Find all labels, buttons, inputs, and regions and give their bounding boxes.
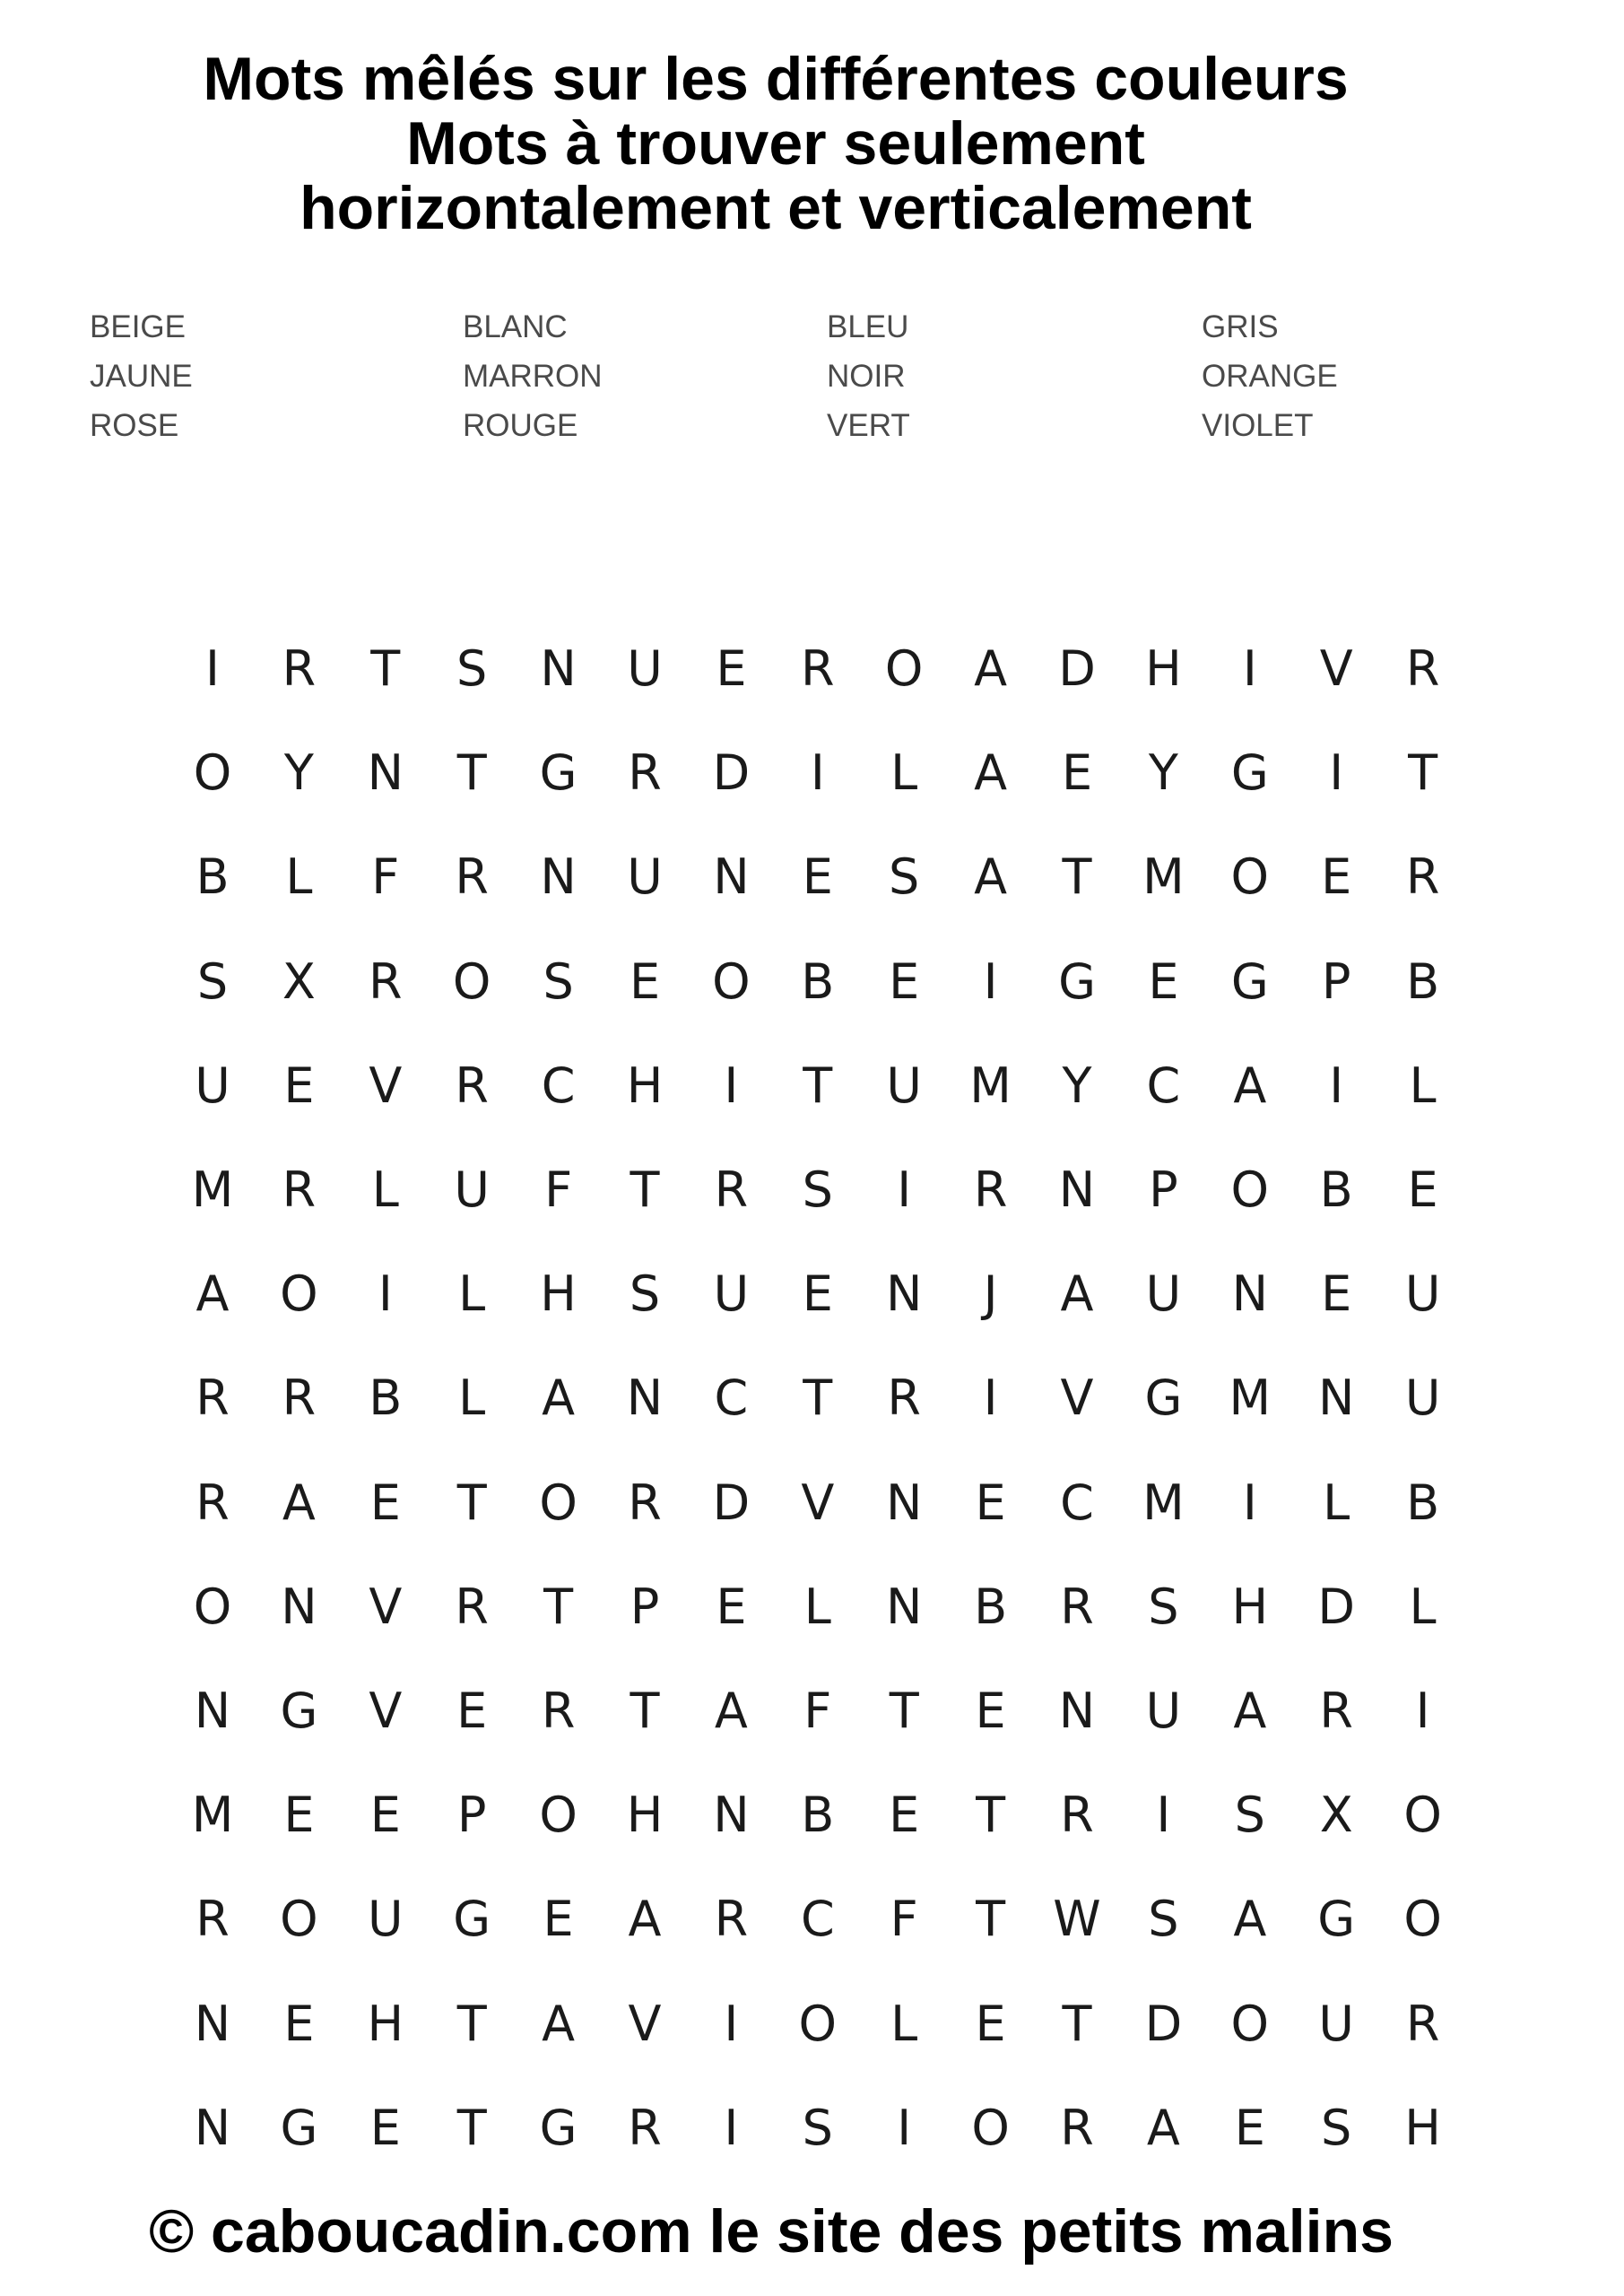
word-list-item: BEIGE [90, 309, 186, 344]
grid-letter: I [983, 952, 998, 1010]
grid-letter: M [969, 1057, 1012, 1114]
grid-letter: P [630, 1578, 660, 1635]
grid-letter: E [889, 952, 920, 1010]
grid-letter: C [800, 1891, 835, 1948]
grid-letter: O [1230, 848, 1270, 906]
grid-letter: E [1407, 1161, 1438, 1218]
grid-letter: R [369, 952, 403, 1010]
grid-letter: G [280, 1683, 318, 1739]
grid-letter: E [283, 1787, 315, 1844]
grid-letter: T [803, 1057, 833, 1114]
grid-letter: E [283, 1057, 315, 1114]
grid-letter: T [630, 1683, 660, 1739]
word-list-item: ROSE [90, 408, 179, 443]
grid-letter: N [626, 1370, 664, 1427]
grid-letter: S [629, 1265, 661, 1323]
grid-letter: E [283, 1995, 315, 2052]
grid-letter: L [803, 1578, 831, 1635]
grid-letter: S [889, 848, 920, 906]
grid-letter: O [280, 1265, 318, 1323]
grid-letter: O [884, 640, 924, 697]
grid-letter: F [544, 1161, 573, 1218]
grid-letter: V [369, 1057, 403, 1114]
grid-letter: P [1149, 1161, 1178, 1218]
grid-letter: B [974, 1578, 1008, 1635]
grid-letter: N [194, 1995, 231, 2052]
grid-letter: R [282, 1161, 317, 1218]
grid-letter: G [539, 2099, 578, 2156]
grid-letter: U [195, 1057, 230, 1114]
grid-letter: U [1145, 1265, 1182, 1323]
grid-letter: D [1058, 640, 1096, 697]
grid-letter: U [627, 640, 663, 697]
grid-letter: E [802, 848, 833, 906]
grid-letter: I [724, 1995, 739, 2052]
grid-letter: T [803, 1370, 833, 1427]
grid-letter: H [1404, 2099, 1441, 2156]
grid-letter: N [713, 1787, 750, 1844]
grid-letter: O [971, 2099, 1010, 2156]
footer-credit: © caboucadin.com le site des petits malins [149, 2197, 1394, 2266]
grid-letter: R [455, 1578, 489, 1635]
grid-letter: C [714, 1370, 749, 1427]
grid-letter: C [1060, 1474, 1094, 1531]
grid-letter: I [1329, 744, 1344, 802]
grid-letter: S [1148, 1891, 1179, 1948]
grid-letter: I [724, 1057, 739, 1114]
grid-letter: V [369, 1683, 403, 1739]
grid-letter: U [886, 1057, 922, 1114]
grid-letter: I [810, 744, 825, 802]
word-list-item: ORANGE [1202, 359, 1338, 394]
grid-letter: N [1231, 1265, 1268, 1323]
grid-letter: I [724, 2099, 739, 2156]
grid-letter: L [1409, 1057, 1437, 1114]
grid-letter: G [1058, 952, 1096, 1010]
grid-letter: A [282, 1474, 316, 1531]
grid-letter: N [367, 744, 404, 802]
grid-letter: E [716, 640, 747, 697]
grid-letter: R [455, 1057, 489, 1114]
grid-letter: B [1319, 1161, 1353, 1218]
grid-letter: E [456, 1683, 488, 1739]
grid-letter: E [629, 952, 661, 1010]
grid-letter: S [196, 952, 229, 1010]
grid-letter: I [1242, 1474, 1257, 1531]
word-list-item: MARRON [463, 359, 603, 394]
grid-letter: L [458, 1265, 486, 1323]
word-list-item: JAUNE [90, 359, 193, 394]
grid-letter: H [1145, 640, 1182, 697]
grid-letter: V [1060, 1370, 1094, 1427]
grid-letter: R [282, 1370, 317, 1427]
grid-letter: R [1405, 848, 1440, 906]
grid-letter: O [280, 1891, 318, 1948]
grid-letter: R [1060, 1787, 1094, 1844]
word-list-item: VERT [827, 408, 910, 443]
grid-letter: G [1230, 952, 1269, 1010]
grid-letter: V [1319, 640, 1353, 697]
grid-letter: L [285, 848, 313, 906]
grid-letter: R [887, 1370, 921, 1427]
grid-letter: E [369, 1474, 401, 1531]
grid-letter: B [801, 1787, 835, 1844]
grid-letter: L [1323, 1474, 1350, 1531]
grid-letter: N [281, 1578, 317, 1635]
grid-letter: N [1058, 1161, 1096, 1218]
grid-letter: U [1145, 1683, 1182, 1739]
word-list-item: ROUGE [463, 408, 578, 443]
grid-letter: T [456, 744, 487, 802]
grid-letter: I [897, 1161, 912, 1218]
grid-letter: I [1415, 1683, 1430, 1739]
grid-letter: I [1329, 1057, 1344, 1114]
grid-letter: O [193, 744, 232, 802]
grid-letter: O [539, 1787, 578, 1844]
grid-letter: R [801, 640, 835, 697]
grid-letter: R [628, 2099, 662, 2156]
grid-letter: H [1231, 1578, 1269, 1635]
grid-letter: T [889, 1683, 919, 1739]
grid-letter: S [802, 2099, 833, 2156]
grid-letter: P [1321, 952, 1351, 1010]
grid-letter: N [1317, 1370, 1355, 1427]
grid-letter: C [1146, 1057, 1181, 1114]
word-list-item: GRIS [1202, 309, 1279, 344]
title-line-1: Mots mêlés sur les différentes couleurs [203, 45, 1349, 113]
grid-letter: G [539, 744, 578, 802]
grid-letter: X [1319, 1787, 1353, 1844]
grid-letter: U [1404, 1370, 1441, 1427]
grid-letter: H [626, 1787, 664, 1844]
grid-letter: R [455, 848, 489, 906]
grid-letter: R [195, 1474, 230, 1531]
grid-letter: A [714, 1683, 748, 1739]
word-list-item: BLEU [827, 309, 909, 344]
grid-letter: A [628, 1891, 662, 1948]
grid-letter: N [540, 640, 577, 697]
grid-letter: T [630, 1161, 660, 1218]
grid-letter: A [195, 1265, 230, 1323]
grid-letter: X [282, 952, 316, 1010]
grid-letter: G [453, 1891, 491, 1948]
grid-letter: T [976, 1891, 1006, 1948]
grid-letter: A [1233, 1057, 1267, 1114]
grid-letter: L [890, 1995, 918, 2052]
grid-letter: E [802, 1265, 833, 1323]
grid-letter: R [714, 1161, 749, 1218]
grid-letter: N [713, 848, 750, 906]
grid-letter: O [1230, 1161, 1270, 1218]
grid-letter: H [540, 1265, 577, 1323]
word-list-item: BLANC [463, 309, 568, 344]
grid-letter: T [456, 1995, 487, 2052]
grid-letter: O [1230, 1995, 1270, 2052]
grid-letter: O [1403, 1891, 1442, 1948]
grid-letter: A [974, 744, 1008, 802]
grid-letter: E [1148, 952, 1179, 1010]
grid-letter: N [194, 1683, 231, 1739]
grid-letter: F [890, 1891, 918, 1948]
grid-letter: E [975, 1474, 1006, 1531]
grid-letter: I [897, 2099, 912, 2156]
grid-letter: P [456, 1787, 487, 1844]
grid-letter: N [885, 1578, 923, 1635]
grid-letter: T [456, 2099, 487, 2156]
grid-letter: U [713, 1265, 750, 1323]
grid-letter: I [205, 640, 220, 697]
grid-letter: N [1058, 1683, 1096, 1739]
grid-letter: R [195, 1370, 230, 1427]
grid-letter: E [1321, 848, 1352, 906]
grid-letter: N [540, 848, 577, 906]
grid-letter: D [712, 744, 751, 802]
grid-letter: B [1406, 1474, 1440, 1531]
grid-letter: R [282, 640, 317, 697]
grid-letter: A [542, 1995, 576, 2052]
grid-letter: S [1321, 2099, 1352, 2156]
grid-letter: N [885, 1265, 923, 1323]
title-line-2: Mots à trouver seulement [406, 109, 1145, 178]
grid-letter: E [1061, 744, 1093, 802]
grid-letter: Y [1062, 1057, 1092, 1114]
grid-letter: I [378, 1265, 393, 1323]
grid-letter: N [194, 2099, 231, 2156]
grid-letter: O [798, 1995, 838, 2052]
grid-letter: A [542, 1370, 576, 1427]
grid-letter: B [801, 952, 835, 1010]
grid-letter: E [975, 1683, 1006, 1739]
grid-letter: B [1406, 952, 1440, 1010]
grid-letter: O [1403, 1787, 1442, 1844]
grid-letter: Y [1148, 744, 1178, 802]
grid-letter: E [975, 1995, 1006, 2052]
grid-letter: O [712, 952, 751, 1010]
grid-letter: M [1142, 1474, 1185, 1531]
grid-letter: I [983, 1370, 998, 1427]
grid-letter: M [1229, 1370, 1272, 1427]
grid-letter: T [1062, 848, 1092, 906]
grid-letter: R [973, 1161, 1008, 1218]
grid-letter: M [191, 1161, 234, 1218]
grid-letter: F [371, 848, 400, 906]
grid-letter: O [193, 1578, 232, 1635]
grid-letter: E [889, 1787, 920, 1844]
grid-letter: S [1234, 1787, 1265, 1844]
grid-letter: S [456, 640, 488, 697]
grid-letter: Y [283, 744, 314, 802]
grid-letter: R [1319, 1683, 1353, 1739]
grid-letter: E [369, 1787, 401, 1844]
grid-letter: T [370, 640, 401, 697]
grid-letter: R [628, 744, 662, 802]
grid-letter: D [712, 1474, 751, 1531]
grid-letter: G [1144, 1370, 1183, 1427]
grid-letter: I [1156, 1787, 1171, 1844]
grid-letter: B [369, 1370, 403, 1427]
grid-letter: M [1142, 848, 1185, 906]
grid-letter: R [1060, 2099, 1094, 2156]
grid-letter: F [803, 1683, 832, 1739]
grid-letter: O [539, 1474, 578, 1531]
grid-letter: T [976, 1787, 1006, 1844]
grid-letter: R [541, 1683, 576, 1739]
grid-letter: S [1148, 1578, 1179, 1635]
grid-letter: L [371, 1161, 399, 1218]
grid-letter: E [1234, 2099, 1265, 2156]
grid-letter: R [714, 1891, 749, 1948]
grid-letter: B [195, 848, 230, 906]
grid-letter: A [1233, 1891, 1267, 1948]
grid-letter: D [1317, 1578, 1355, 1635]
grid-letter: H [626, 1057, 664, 1114]
grid-letter: A [1060, 1265, 1094, 1323]
grid-letter: J [983, 1265, 998, 1323]
grid-letter: W [1053, 1891, 1101, 1948]
grid-letter: T [1408, 744, 1438, 802]
grid-letter: G [280, 2099, 318, 2156]
grid-letter: S [543, 952, 574, 1010]
grid-letter: A [1233, 1683, 1267, 1739]
grid-letter: U [1318, 1995, 1354, 2052]
grid-letter: U [1404, 1265, 1441, 1323]
grid-letter: L [1409, 1578, 1437, 1635]
grid-letter: S [802, 1161, 833, 1218]
grid-letter: T [1062, 1995, 1092, 2052]
grid-letter: R [1405, 1995, 1440, 2052]
grid-letter: E [543, 1891, 574, 1948]
grid-letter: V [801, 1474, 835, 1531]
grid-letter: C [541, 1057, 576, 1114]
grid-letter: R [1405, 640, 1440, 697]
grid-letter: N [885, 1474, 923, 1531]
grid-letter: L [890, 744, 918, 802]
grid-letter: U [627, 848, 663, 906]
grid-letter: V [628, 1995, 662, 2052]
grid-letter: E [1321, 1265, 1352, 1323]
grid-letter: L [458, 1370, 486, 1427]
grid-letter: D [1144, 1995, 1183, 2052]
grid-letter: A [974, 848, 1008, 906]
grid-letter: E [716, 1578, 747, 1635]
grid-letter: T [543, 1578, 574, 1635]
grid-letter: R [628, 1474, 662, 1531]
grid-letter: R [195, 1891, 230, 1948]
grid-letter: H [367, 1995, 404, 2052]
grid-letter: R [1060, 1578, 1094, 1635]
word-list-item: VIOLET [1202, 408, 1314, 443]
word-list-item: NOIR [827, 359, 906, 394]
grid-letter: V [369, 1578, 403, 1635]
grid-letter: G [1230, 744, 1269, 802]
grid-letter: T [456, 1474, 487, 1531]
grid-letter: I [1242, 640, 1257, 697]
grid-letter: A [1146, 2099, 1180, 2156]
grid-letter: G [1317, 1891, 1356, 1948]
grid-letter: E [369, 2099, 401, 2156]
grid-letter: O [452, 952, 491, 1010]
title-line-3: horizontalement et verticalement [300, 174, 1252, 242]
grid-letter: A [974, 640, 1008, 697]
grid-letter: U [454, 1161, 490, 1218]
grid-letter: U [368, 1891, 404, 1948]
grid-letter: M [191, 1787, 234, 1844]
